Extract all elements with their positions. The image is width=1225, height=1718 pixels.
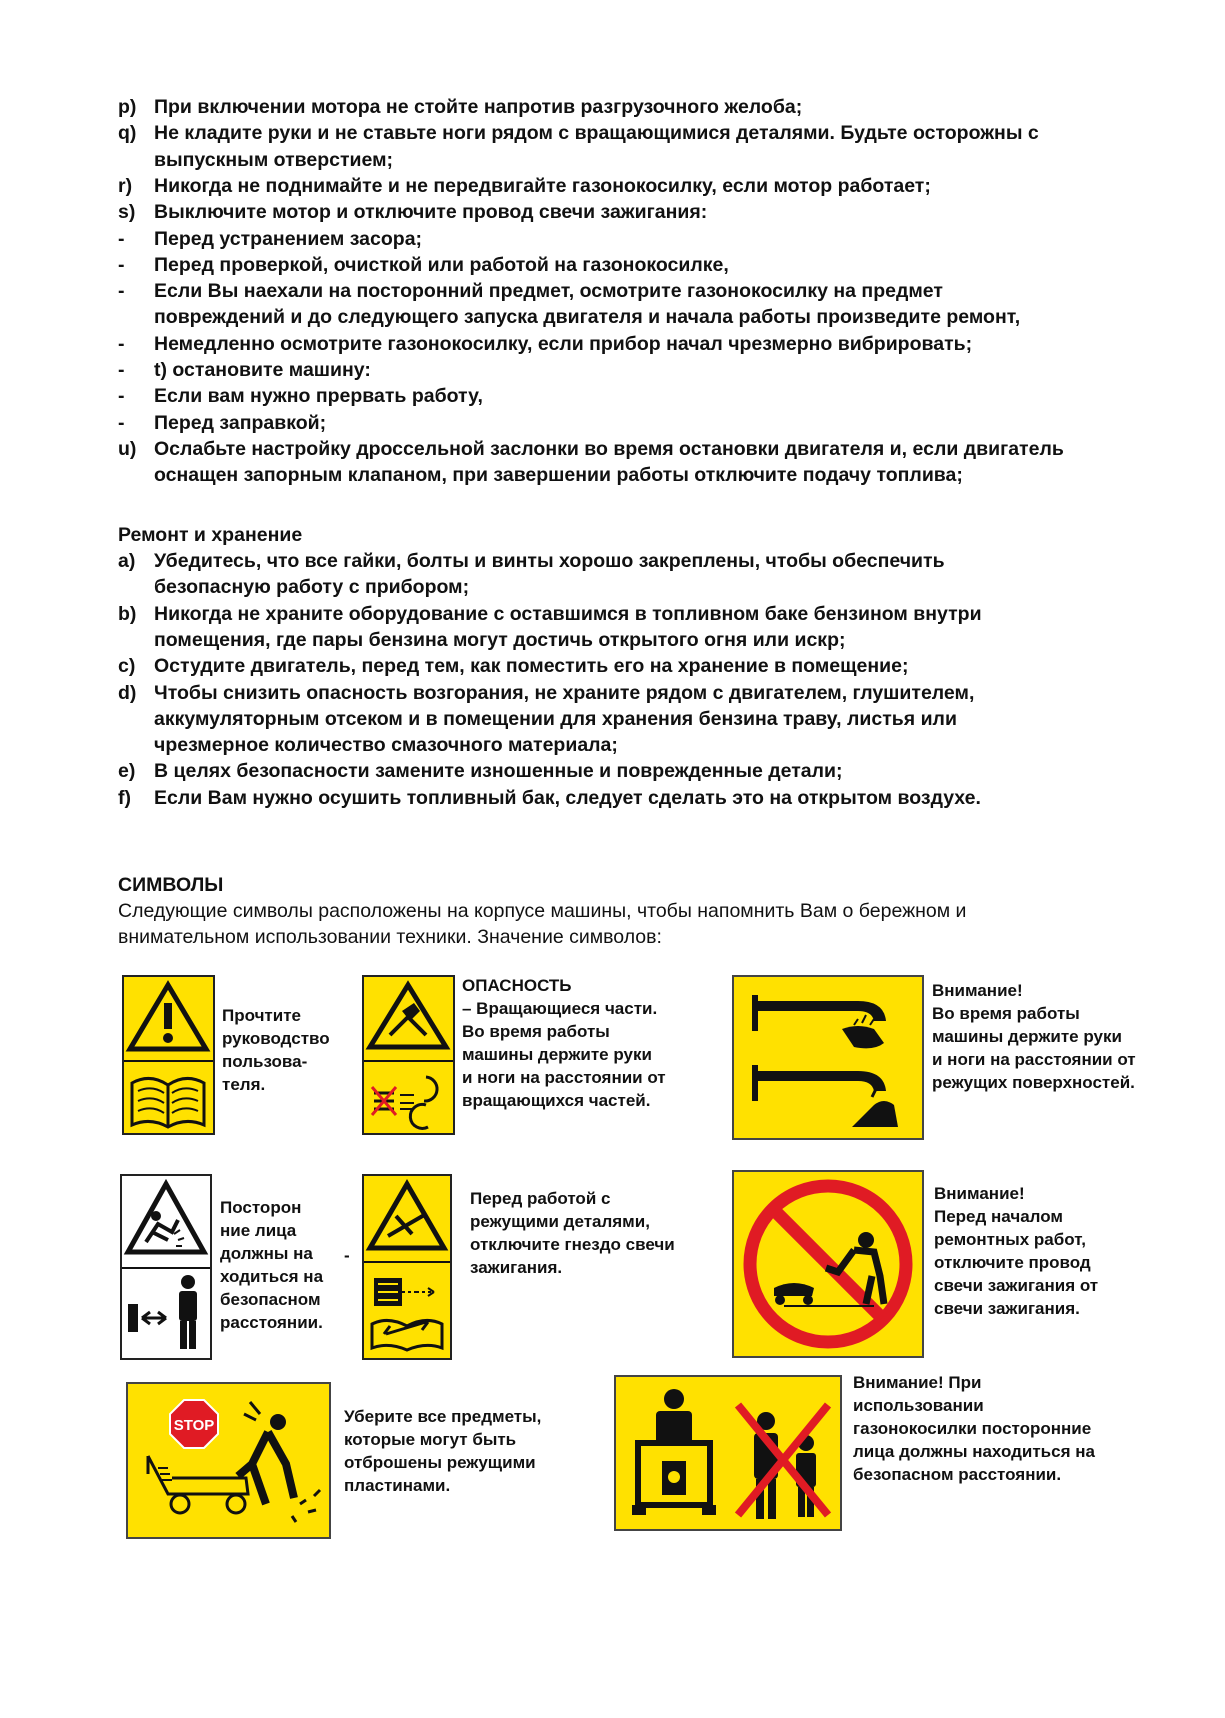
safety-item-label: - [118, 385, 125, 408]
safety-item-text: Перед устранением засора; [154, 227, 423, 250]
repair-item-label: f) [118, 786, 131, 809]
caption-line: расстоянии. [220, 1313, 323, 1332]
caption-line: ние лица [220, 1221, 297, 1240]
caption-line: использовании [853, 1396, 984, 1415]
safety-item-text: Перед заправкой; [154, 411, 327, 434]
safety-item-text: выпускным отверстием; [154, 148, 394, 171]
no-bystanders-mower-icon [616, 1377, 840, 1529]
safety-item-text: t) остановите машину: [154, 359, 371, 381]
caption-line: пластинами. [344, 1476, 451, 1495]
safety-item-label: - [118, 359, 125, 381]
bystanders-caption [220, 1196, 323, 1334]
bystanders-sign [120, 1174, 212, 1360]
caption-line: и ноги на расстоянии от [932, 1050, 1136, 1069]
spark-plug-caption [470, 1187, 675, 1279]
caption-line: пользова- [222, 1052, 308, 1071]
safety-item-text: Не кладите руки и не ставьте ноги рядом с вращающимися деталями. Будьте осторожны с [154, 122, 1039, 145]
caption-line: ремонтных работ, [934, 1230, 1086, 1249]
repair-warning-sign [732, 1170, 924, 1358]
repair-item-label: c) [118, 655, 136, 678]
caption-line: безопасном [220, 1290, 321, 1309]
repair-item-label: a) [118, 550, 136, 572]
caption-line: вращающихся частей. [462, 1091, 651, 1110]
mower-bystanders-sign [614, 1375, 842, 1531]
repair-item-text: помещения, где пары бензина могут достичь открытого огня или искр; [154, 628, 846, 651]
safety-item-text: Ослабьте настройку дроссельной заслонки во время остановки двигателя и, если двигатель [154, 437, 1064, 460]
repair-item-label: d) [118, 681, 137, 704]
repair-item-text: Если Вам нужно осушить топливный бак, следует сделать это на открытом воздухе. [154, 786, 981, 809]
safety-item-label: q) [118, 122, 137, 145]
spark-plug-sign [362, 1174, 452, 1360]
caption-line: режущими деталями, [470, 1212, 650, 1231]
repair-item-text: аккумуляторным отсеком и в помещении для хранения бензина траву, листья или [154, 707, 957, 730]
read-manual-sign [122, 975, 215, 1135]
caption-line: Уберите все предметы, [344, 1407, 542, 1426]
safety-item-label: s) [118, 201, 136, 224]
caption-line: и ноги на расстоянии от [462, 1068, 666, 1087]
repair-item-text: Остудите двигатель, перед тем, как поместить его на хранение в помещение; [154, 655, 909, 678]
caption-line: теля. [222, 1075, 266, 1094]
repair-item-text: чрезмерное количество смазочного материала; [154, 734, 618, 757]
thrown-objects-sign [126, 1382, 331, 1539]
rotating-parts-sign [362, 975, 455, 1135]
rotating-blade-hand-icon [364, 977, 453, 1133]
stop-thrown-objects-icon [128, 1384, 329, 1537]
cutting-surfaces-sign [732, 975, 924, 1140]
caption-line: отключите провод [934, 1253, 1091, 1272]
safety-item-text: повреждений и до следующего запуска двигателя и начала работы произведите ремонт, [154, 306, 1021, 329]
safety-item-label: p) [118, 96, 137, 118]
safety-item-text: Если вам нужно прервать работу, [154, 385, 483, 408]
caption-line: – Вращающиеся части. [462, 999, 658, 1018]
safety-item-label: - [118, 280, 125, 303]
safety-item-text: Выключите мотор и отключите провод свечи зажигания: [154, 201, 708, 224]
warning-manual-icon [124, 977, 213, 1133]
caption-line: Посторон [220, 1198, 302, 1217]
caption-line: машины держите руки [462, 1045, 652, 1064]
caption-line: руководство [222, 1029, 330, 1048]
caption-line: ОПАСНОСТЬ [462, 976, 572, 995]
thrown-objects-caption [344, 1405, 541, 1497]
repair-item-text: Чтобы снизить опасность возгорания, не храните рядом с двигателем, глушителем, [154, 681, 975, 704]
caption-line: отброшены режущими [344, 1453, 536, 1472]
safety-item-label: - [118, 253, 125, 276]
caption-line: Перед началом [934, 1207, 1063, 1226]
bystander-distance-icon [122, 1176, 210, 1358]
caption-line: машины держите руки [932, 1027, 1122, 1046]
read-manual-caption [222, 1004, 330, 1096]
safety-item-label: u) [118, 437, 137, 460]
caption-line: Прочтите [222, 1006, 301, 1025]
caption-line: Внимание! При [853, 1373, 982, 1392]
safety-item-text: Никогда не поднимайте и не передвигайте газонокосилку, если мотор работает; [154, 174, 931, 197]
symbols-intro-line-1: Следующие символы расположены на корпусе машины, чтобы напомнить Вам о бережном и [118, 900, 967, 922]
symbols-intro-line-2: внимательном использовании техники. Значение символов: [118, 926, 662, 948]
safety-item-text: Немедленно осмотрите газонокосилку, если прибор начал чрезмерно вибрировать; [154, 332, 973, 355]
caption-line: должны на [220, 1244, 313, 1263]
repair-item-text: Убедитесь, что все гайки, болты и винты хорошо закреплены, чтобы обеспечить [154, 550, 945, 572]
caption-line: зажигания. [470, 1258, 563, 1277]
caption-line: свечи зажигания от [934, 1276, 1099, 1295]
caption-line: отключите гнездо свечи [470, 1235, 675, 1254]
no-repair-running-icon [734, 1172, 922, 1356]
caption-line: которые могут быть [344, 1430, 517, 1449]
caption-line: ходиться на [220, 1267, 324, 1286]
safety-item-label: - [118, 411, 125, 434]
caption-line: безопасном расстоянии. [853, 1465, 1062, 1484]
safety-item-text: Перед проверкой, очисткой или работой на газонокосилке, [154, 253, 729, 276]
caption-line: режущих поверхностей. [932, 1073, 1135, 1092]
safety-item-label: - [118, 227, 125, 250]
safety-item-text: При включении мотора не стойте напротив разгрузочного желоба; [154, 96, 803, 118]
safety-item-label: - [118, 332, 125, 355]
repair-item-label: b) [118, 602, 137, 625]
repair-item-text: Никогда не храните оборудование с оставшимся в топливном баке бензином внутри [154, 602, 982, 625]
caption-line: Во время работы [462, 1022, 610, 1041]
spark-plug-wrench-icon [364, 1176, 450, 1358]
safety-item-label: r) [118, 174, 133, 197]
caption-line: лица должны находиться на [853, 1442, 1095, 1461]
repair-item-text: безопасную работу с прибором; [154, 576, 470, 599]
caption-line: Внимание! [932, 981, 1023, 1000]
repair-heading: Ремонт и хранение [118, 524, 303, 546]
bystanders-dash: - [344, 1246, 350, 1265]
symbols-heading: СИМВОЛЫ [118, 874, 224, 896]
repair-item-label: e) [118, 760, 136, 783]
mower-bystanders-caption [853, 1371, 1095, 1486]
stop-sign-text: STOP [173, 1417, 215, 1434]
safety-item-text: Если Вы наехали на посторонний предмет, осмотрите газонокосилку на предмет [154, 280, 943, 303]
rotating-parts-caption [462, 974, 666, 1112]
caption-line: газонокосилки посторонние [853, 1419, 1092, 1438]
caption-line: Внимание! [934, 1184, 1025, 1203]
caption-line: свечи зажигания. [934, 1299, 1080, 1318]
caption-line: Перед работой с [470, 1189, 611, 1208]
caption-line: Во время работы [932, 1004, 1080, 1023]
safety-item-text: оснащен запорным клапаном, при завершении работы отключите подачу топлива; [154, 464, 963, 487]
repair-warning-caption [934, 1182, 1098, 1320]
cutting-surfaces-caption [932, 979, 1136, 1094]
repair-item-text: В целях безопасности замените изношенные и поврежденные детали; [154, 760, 843, 783]
blade-hand-icon [734, 977, 922, 1138]
